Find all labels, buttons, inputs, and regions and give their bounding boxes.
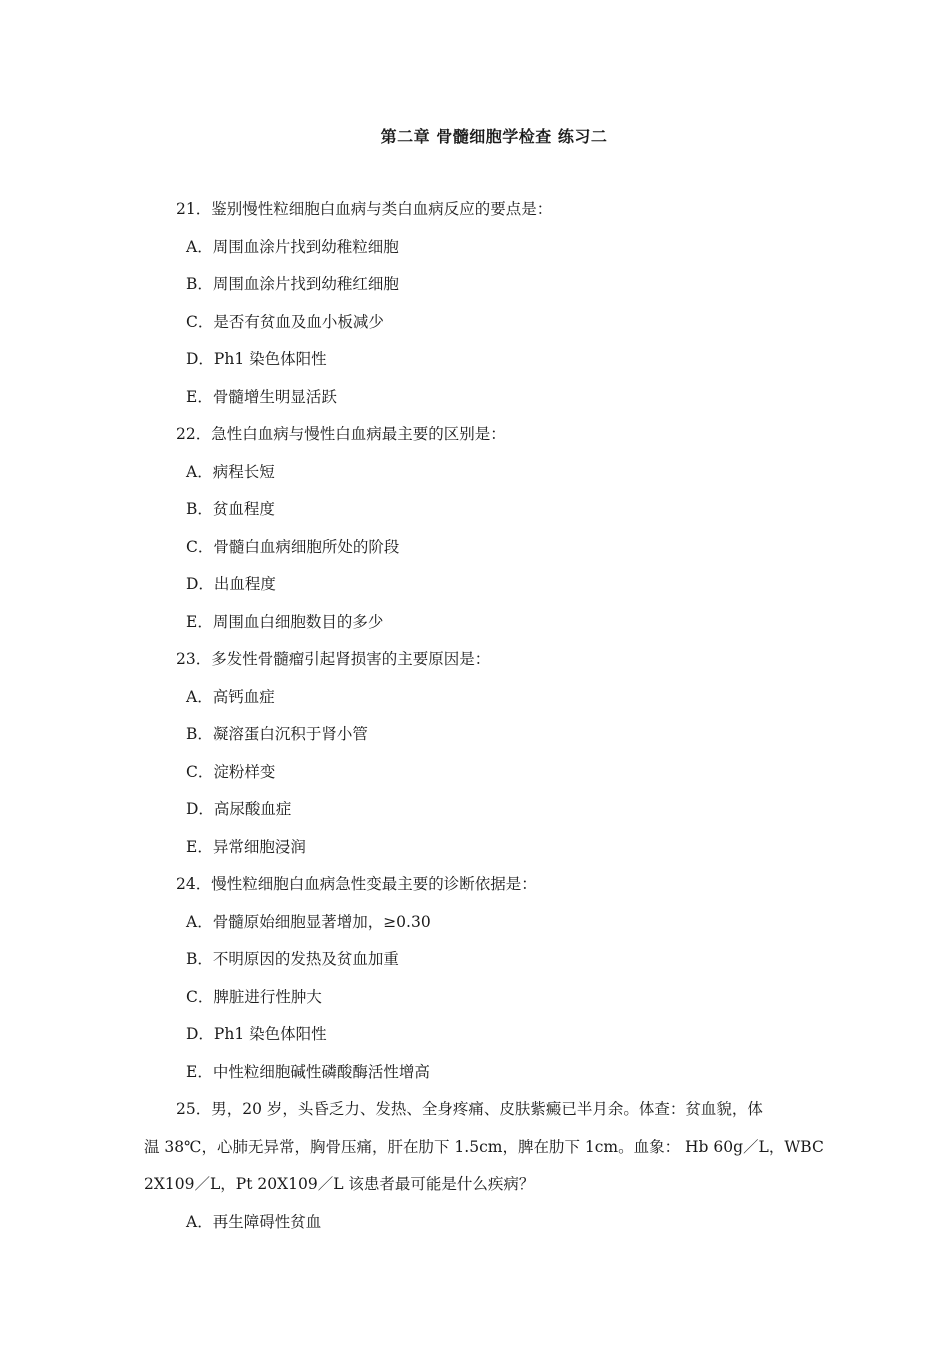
question-stem: 25．男，20 岁，头昏乏力、发热、全身疼痛、皮肤紫癜已半月余。体查：贫血貌，体 (176, 1100, 763, 1118)
answer-option: E．中性粒细胞碱性磷酸酶活性增高 (186, 1062, 430, 1081)
answer-option: A．病程长短 (186, 462, 275, 481)
answer-option: C．淀粉样变 (186, 762, 276, 781)
answer-option: D．高尿酸血症 (186, 800, 292, 818)
answer-option: B．不明原因的发热及贫血加重 (186, 950, 399, 968)
answer-option: A．周围血涂片找到幼稚粒细胞 (186, 237, 399, 256)
question-stem: 23．多发性骨髓瘤引起肾损害的主要原因是： (176, 650, 491, 668)
answer-option: E．骨髓增生明显活跃 (186, 387, 337, 406)
answer-option: C．脾脏进行性肿大 (186, 987, 322, 1006)
answer-option: D．Ph1 染色体阳性 (186, 1025, 327, 1043)
answer-option: A．再生障碍性贫血 (186, 1212, 322, 1231)
question-stem: 24．慢性粒细胞白血病急性变最主要的诊断依据是： (176, 875, 537, 893)
answer-option: C．骨髓白血病细胞所处的阶段 (186, 537, 400, 556)
answer-option: A．高钙血症 (186, 687, 275, 706)
question-list (0, 196, 952, 1246)
question-stem-continued: 2X109／L，Pt 20X109／L 该患者最可能是什么疾病？ (144, 1175, 535, 1193)
answer-option: B．贫血程度 (186, 500, 275, 518)
answer-option: D．出血程度 (186, 575, 276, 593)
question-stem: 22．急性白血病与慢性白血病最主要的区别是： (176, 425, 506, 443)
answer-option: E．周围血白细胞数目的多少 (186, 612, 384, 631)
answer-option: A．骨髓原始细胞显著增加，≥0.30 (186, 912, 431, 931)
page-title: 第二章 骨髓细胞学检查 练习二 (380, 127, 608, 146)
question-stem: 21．鉴别慢性粒细胞白血病与类白血病反应的要点是： (176, 200, 553, 218)
answer-option: C．是否有贫血及血小板减少 (186, 312, 384, 331)
answer-option: D．Ph1 染色体阳性 (186, 350, 327, 368)
answer-option: B．凝溶蛋白沉积于肾小管 (186, 725, 368, 743)
answer-option: E．异常细胞浸润 (186, 837, 306, 856)
question-stem-continued: 温 38℃，心肺无异常，胸骨压痛，肝在肋下 1.5cm，脾在肋下 1cm。血象： Hb 60g／L，WBC (144, 1137, 824, 1156)
answer-option: B．周围血涂片找到幼稚红细胞 (186, 275, 399, 293)
